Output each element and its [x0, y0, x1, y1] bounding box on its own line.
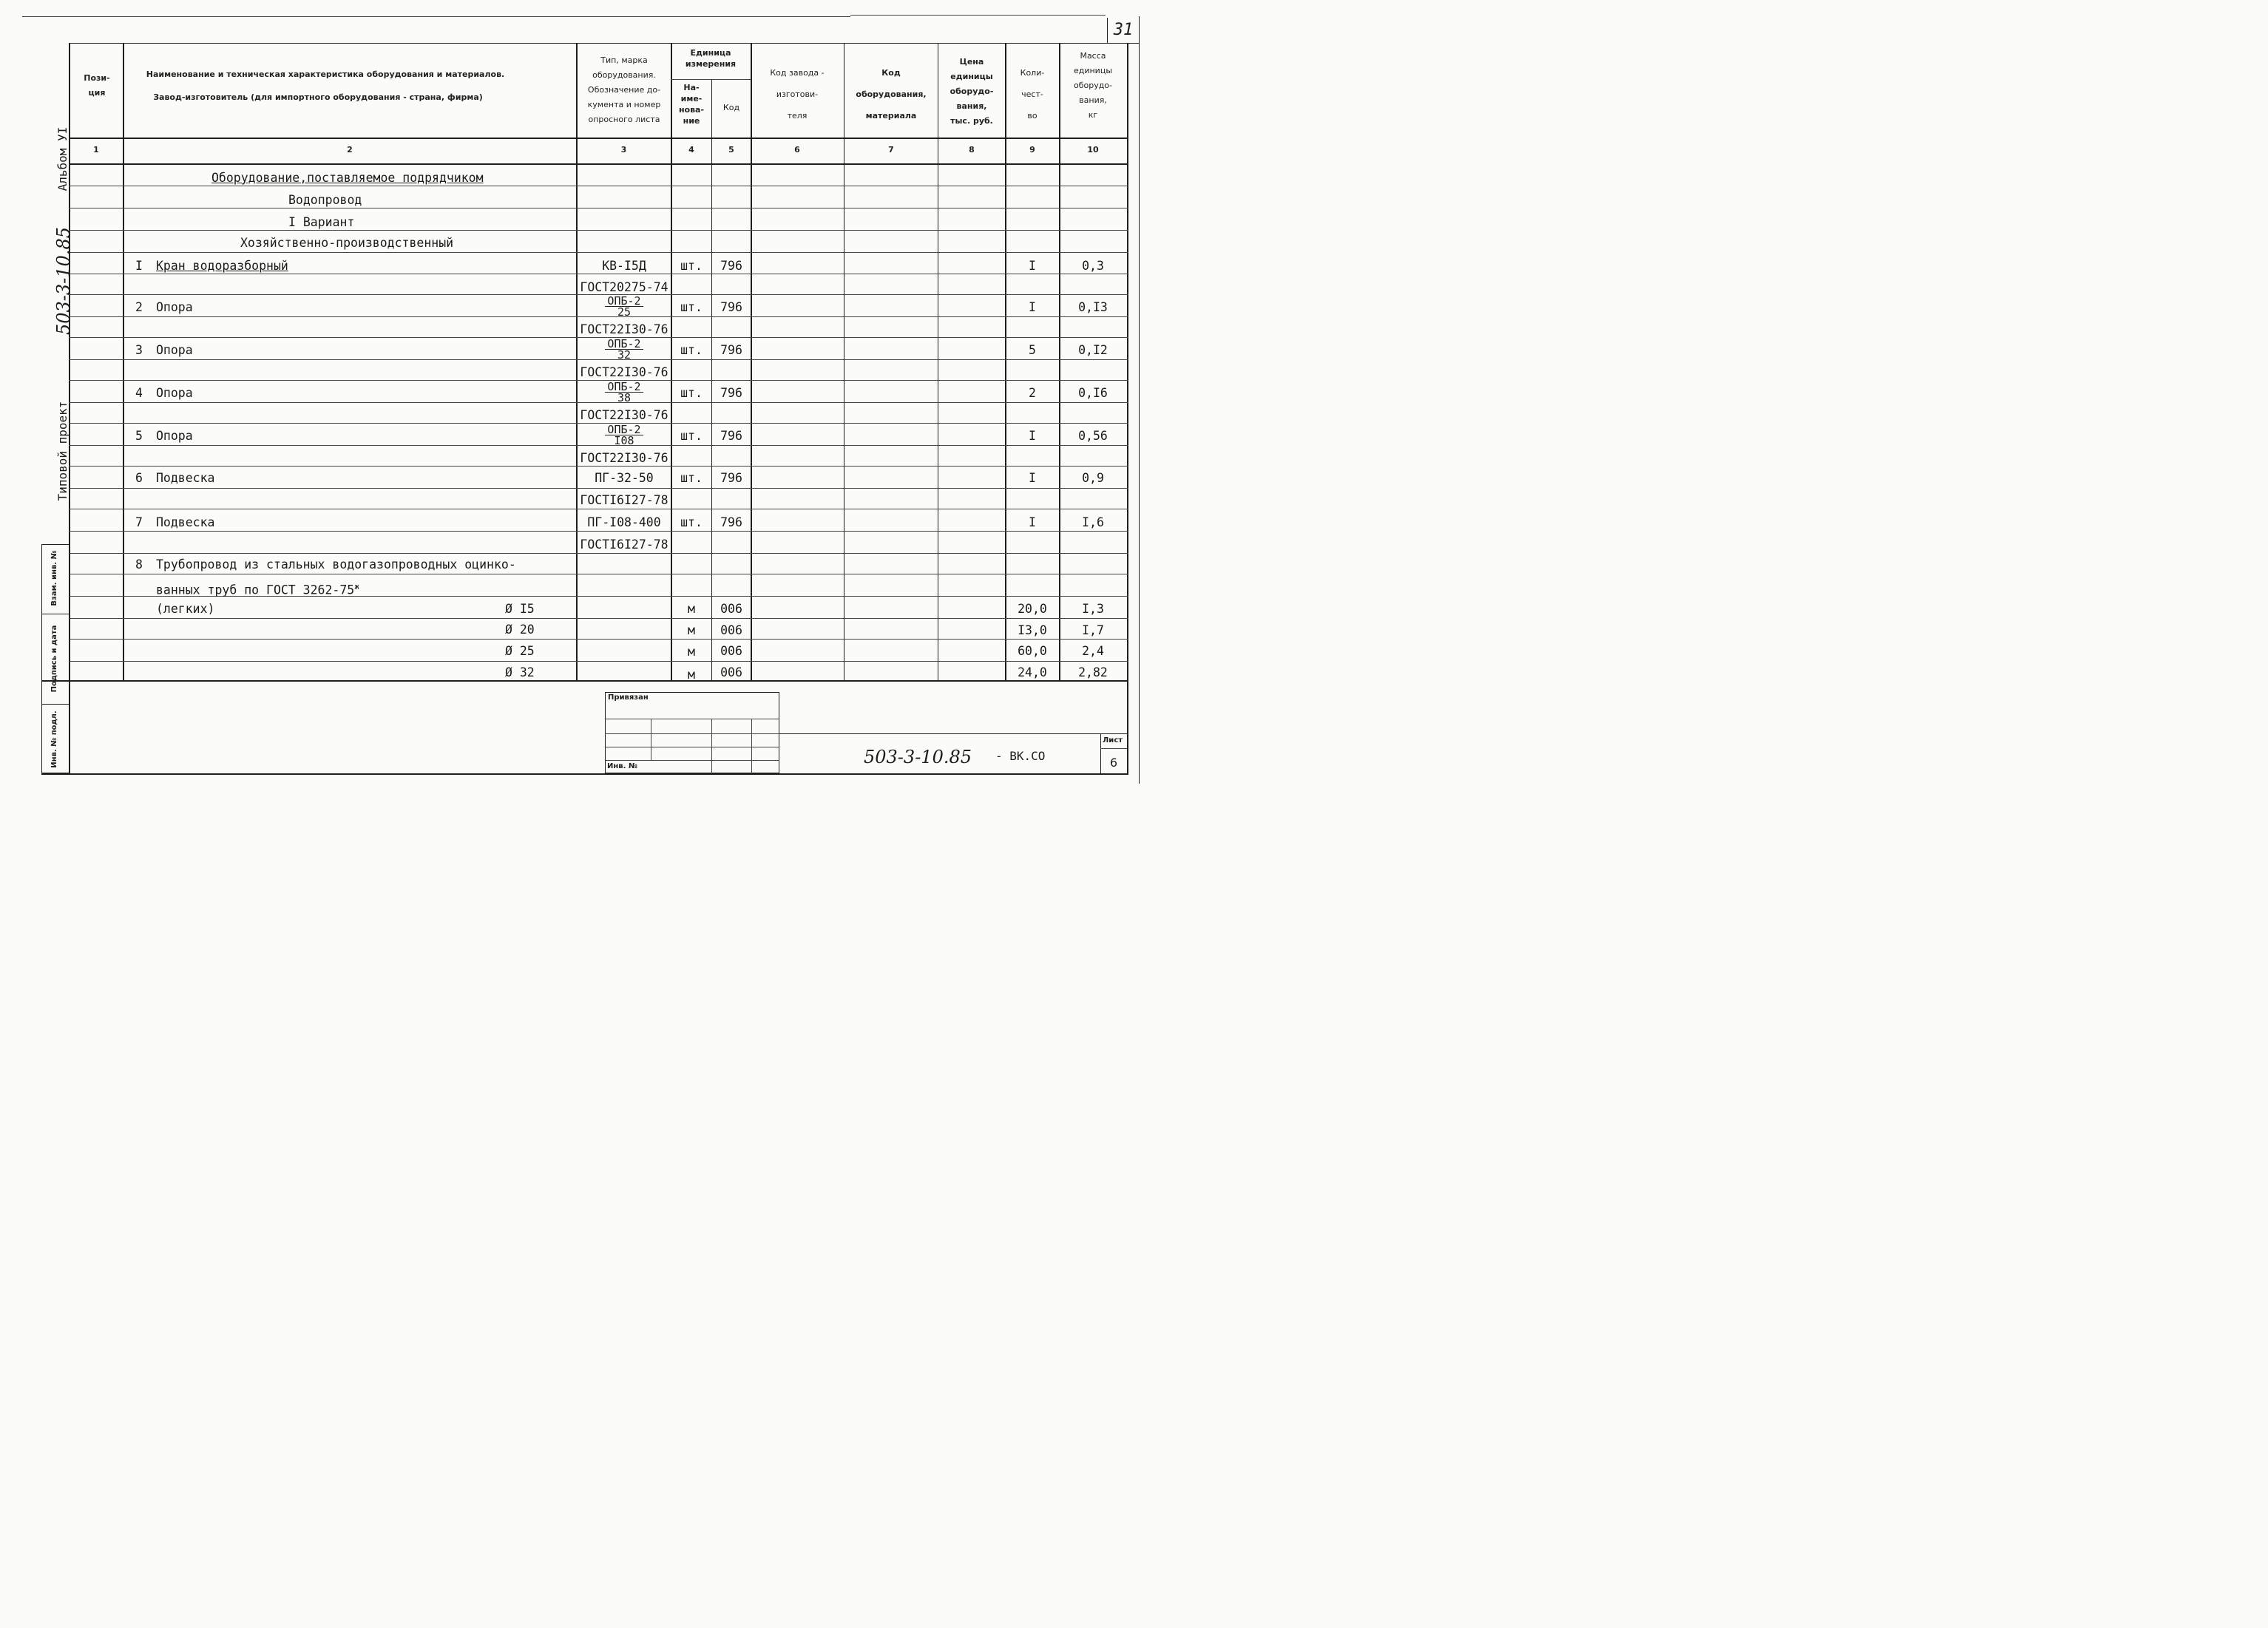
item-quantity: I [1029, 515, 1036, 529]
item-quantity: I3,0 [1018, 623, 1047, 637]
section-title: Оборудование,поставляемое подрядчиком [211, 171, 484, 185]
item-unit: шт. [680, 515, 703, 529]
item-type-top: ОПБ-2 [605, 296, 643, 307]
frame-right-edge [1139, 16, 1140, 784]
item-quantity: I [1029, 259, 1036, 273]
header-name-line2: Завод-изготовитель (для импортного оборудования - страна, фирма) [153, 92, 483, 102]
item-position: 5 [135, 429, 143, 443]
col-line-10 [1127, 43, 1128, 775]
item-code: 796 [720, 343, 742, 357]
item-quantity: 2 [1029, 386, 1036, 400]
item-type-fraction [578, 296, 670, 317]
item-code: 006 [720, 623, 742, 637]
col-line-9 [1059, 43, 1060, 680]
table-bottom-frame [41, 773, 1128, 775]
header-type: Тип, марка оборудования. Обозначение до- кумента и номер опросного листа [587, 55, 661, 124]
document-suffix: - ВК.СО [995, 749, 1046, 763]
item-type-bottom: 25 [617, 305, 632, 319]
col-line-2 [576, 43, 578, 680]
side-project-number: 503-3-10.85 [53, 226, 74, 335]
side-typical-project: Типовой проект [55, 401, 70, 501]
title-block-top-line [779, 733, 1128, 734]
item-mass: 2,82 [1078, 665, 1108, 679]
side-album: Альбом УI [55, 126, 70, 191]
privyazan-label: Привязан [608, 693, 649, 702]
table-top-line [69, 43, 1139, 44]
item-code: 006 [720, 665, 742, 679]
pipe-diameter: Ø 20 [505, 623, 535, 637]
item-name: Опора [156, 429, 193, 443]
item-type: КВ-I5Д [602, 259, 646, 273]
col-line-8 [1005, 43, 1006, 680]
item-name: Подвеска [156, 471, 215, 485]
item-document: ГОСТ22I30-76 [580, 451, 668, 465]
stamp-signature-date: Подпись и дата [50, 625, 58, 693]
item-mass: 0,9 [1082, 471, 1104, 485]
item-position: 8 [135, 557, 143, 572]
top-border [22, 16, 850, 17]
section-sub-water-supply: Водопровод [288, 193, 362, 207]
item-name-line2-mark: ж [354, 582, 359, 591]
item-code: 006 [720, 644, 742, 658]
privyazan-block [605, 692, 779, 773]
header-position: Пози- ция [84, 73, 110, 98]
item-name: Кран водоразборный [156, 259, 288, 273]
item-mass: 0,I2 [1078, 343, 1108, 357]
item-document: ГОСТI6I27-78 [580, 493, 668, 507]
header-unit-group: Единица измерения [685, 48, 737, 69]
item-type-bottom: I08 [614, 434, 634, 447]
header-name-line1: Наименование и техническая характеристика оборудования и материалов. [146, 69, 505, 79]
item-code: 796 [720, 471, 742, 485]
item-document: ГОСТ22I30-76 [580, 365, 668, 379]
item-name-line2-text: ванных труб по ГОСТ 3262-75 [156, 583, 355, 597]
item-position: 4 [135, 386, 143, 400]
item-type-fraction [578, 339, 670, 360]
header-price: Цена единицы оборудо- вания, тыс. руб. [949, 57, 994, 126]
item-mass: 0,3 [1082, 259, 1104, 273]
sheet-box-hline [1100, 748, 1127, 749]
section-sub-variant: I Вариант [288, 215, 355, 229]
item-type-top: ОПБ-2 [605, 424, 643, 435]
item-type-top: ОПБ-2 [605, 381, 643, 393]
col-line-5 [751, 43, 752, 680]
inv-no-label: Инв. № [607, 762, 637, 770]
item-code: 796 [720, 429, 742, 443]
item-quantity: 24,0 [1018, 665, 1047, 679]
table-number-row-bottom [69, 163, 1128, 165]
item-code: 796 [720, 259, 742, 273]
item-unit: м [688, 668, 695, 682]
item-document: ГОСТ22I30-76 [580, 408, 668, 422]
item-name-line3: (легких) [156, 602, 215, 616]
item-name: Подвеска [156, 515, 215, 529]
item-mass: I,3 [1082, 602, 1104, 616]
item-quantity: I [1029, 300, 1036, 314]
item-position: 7 [135, 515, 143, 529]
item-position: 2 [135, 300, 143, 314]
item-name-line2 [156, 580, 359, 598]
header-equipment-code: Код оборудования, материала [856, 68, 927, 121]
header-unit-code: Код [722, 103, 740, 112]
item-mass: 0,56 [1078, 429, 1108, 443]
item-code: 796 [720, 300, 742, 314]
item-mass: 2,4 [1082, 644, 1104, 658]
item-name: Опора [156, 386, 193, 400]
item-code: 006 [720, 602, 742, 616]
item-quantity: 20,0 [1018, 602, 1047, 616]
sheet-box-divider [1100, 733, 1101, 773]
pipe-diameter: Ø 25 [505, 644, 535, 658]
item-unit: шт. [680, 429, 703, 443]
item-document: ГОСТ22I30-76 [580, 322, 668, 336]
item-name: Опора [156, 343, 193, 357]
sheet-number: 6 [1109, 756, 1118, 770]
item-quantity: I [1029, 471, 1036, 485]
item-mass: I,7 [1082, 623, 1104, 637]
header-maker-code: Код завода - изготови- теля [770, 68, 825, 121]
item-type-fraction [578, 381, 670, 403]
item-type: ПГ-I08-400 [587, 515, 661, 529]
item-unit: м [688, 623, 695, 637]
item-position: I [135, 259, 143, 273]
item-document: ГОСТI6I27-78 [580, 537, 668, 552]
page-mark: 31 [1113, 21, 1134, 39]
item-type-bottom: 38 [617, 391, 632, 404]
stamp-inv-original: Инв. № подл. [50, 710, 58, 768]
item-quantity: 60,0 [1018, 644, 1047, 658]
item-type-bottom: 32 [617, 348, 632, 362]
header-mass: Масса единицы оборудо- вания, кг [1073, 51, 1113, 120]
col-line-1 [123, 43, 124, 680]
pipe-diameter: Ø 32 [505, 665, 535, 679]
item-position: 6 [135, 471, 143, 485]
item-type-top: ОПБ-2 [605, 339, 643, 350]
item-code: 796 [720, 515, 742, 529]
document-code: 503-3-10.85 [864, 747, 972, 767]
item-unit: шт. [680, 471, 703, 485]
item-unit: шт. [680, 300, 703, 314]
item-unit: шт. [680, 343, 703, 357]
stamp-vzam-inv: Взам. инв. № [50, 550, 58, 606]
top-border-right [850, 15, 1106, 16]
table-header-bottom [69, 138, 1128, 139]
item-mass: I,6 [1082, 515, 1104, 529]
item-mass: 0,I3 [1078, 300, 1108, 314]
table-body-bottom [41, 680, 1128, 682]
unit-group-divider [671, 79, 751, 80]
item-quantity: I [1029, 429, 1036, 443]
item-name-line1: Трубопровод из стальных водогазопроводных оцинко- [156, 557, 516, 572]
item-type: ПГ-32-50 [595, 471, 654, 485]
sheet-label: Лист [1103, 736, 1123, 745]
item-quantity: 5 [1029, 343, 1036, 357]
item-type-fraction [578, 424, 670, 446]
item-unit: м [688, 602, 695, 616]
item-name: Опора [156, 300, 193, 314]
item-unit: шт. [680, 259, 703, 273]
section-sub-household: Хозяйственно-производственный [240, 236, 454, 250]
item-document: ГОСТ20275-74 [580, 280, 668, 294]
item-position: 3 [135, 343, 143, 357]
item-code: 796 [720, 386, 742, 400]
pipe-diameter: Ø I5 [505, 602, 535, 616]
header-quantity: Коли- чест- во [1020, 68, 1045, 121]
col-line-3 [671, 43, 672, 680]
header-unit-name: На- име- нова- ние [678, 83, 705, 126]
item-mass: 0,I6 [1078, 386, 1108, 400]
item-unit: шт. [680, 386, 703, 400]
item-unit: м [688, 645, 695, 659]
